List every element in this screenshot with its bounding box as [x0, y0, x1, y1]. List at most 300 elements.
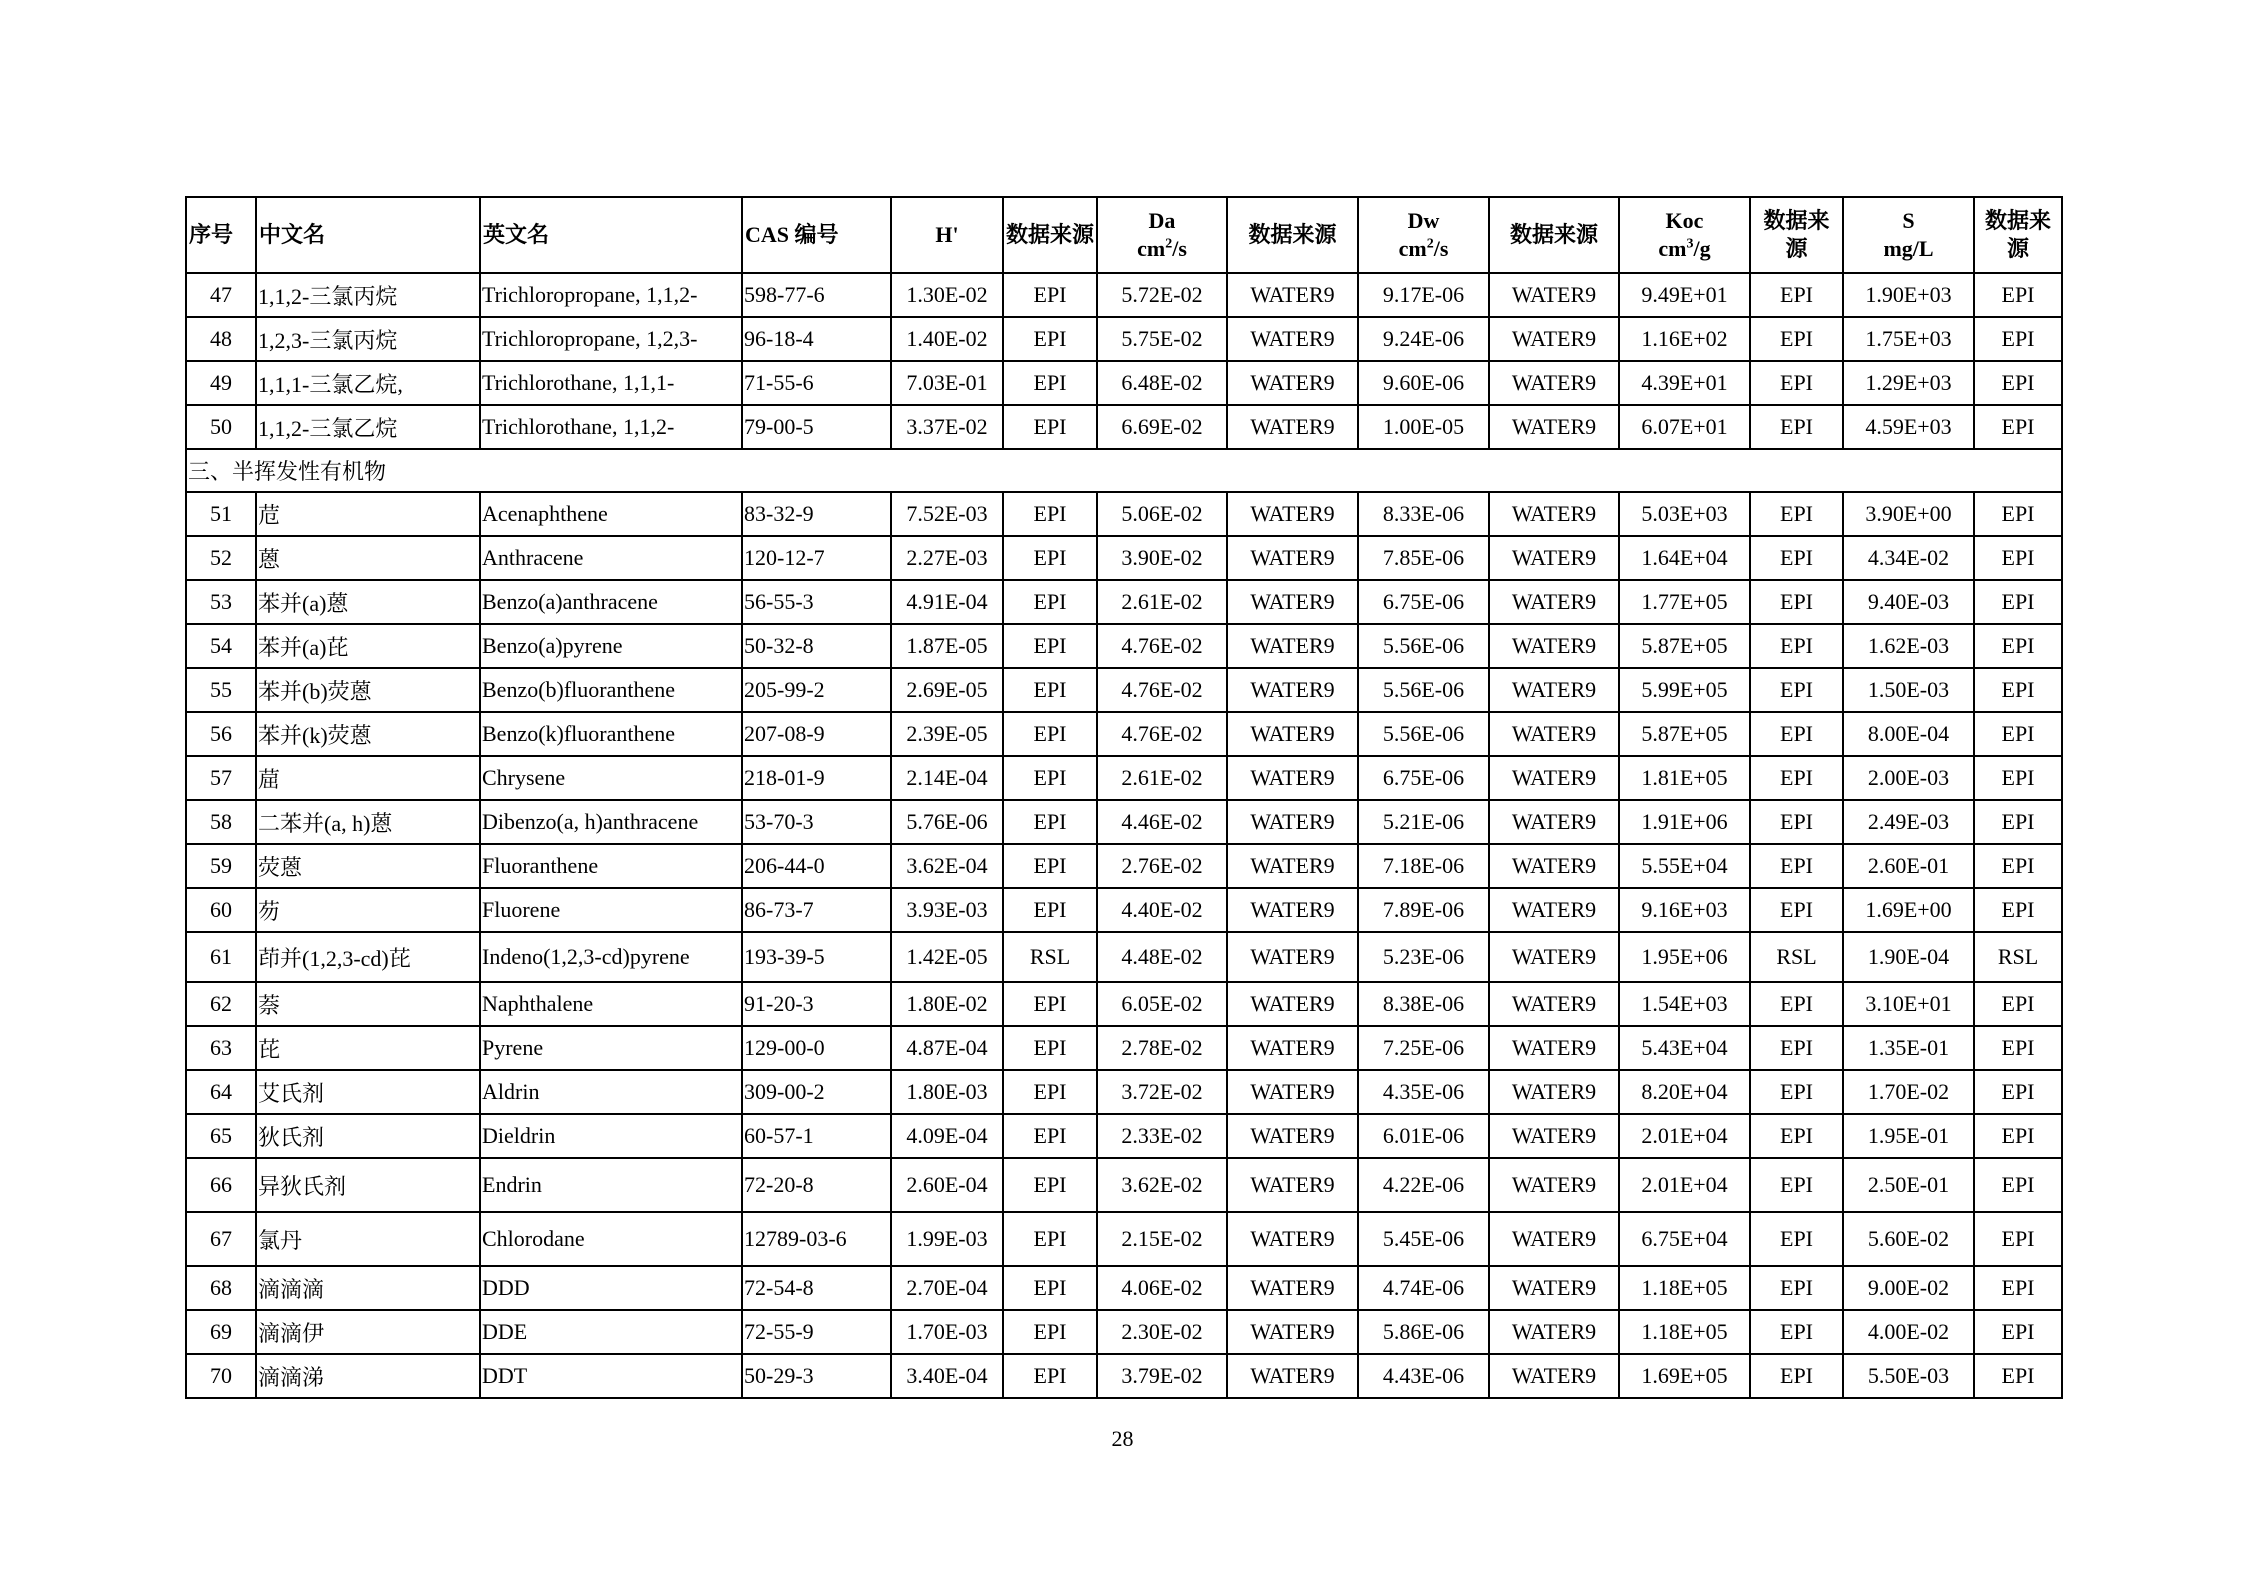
cell-source-1: EPI	[1003, 888, 1097, 932]
cell-dw: 7.89E-06	[1358, 888, 1489, 932]
cell-da: 2.61E-02	[1097, 756, 1227, 800]
cell-s: 2.00E-03	[1843, 756, 1974, 800]
table-row	[186, 800, 2062, 844]
cell-h: 2.14E-04	[891, 756, 1003, 800]
cell-source-4: EPI	[1750, 844, 1843, 888]
cell-cas: 79-00-5	[742, 405, 891, 449]
cell-no: 64	[186, 1070, 256, 1114]
table-row	[186, 1266, 2062, 1310]
cell-dw: 6.75E-06	[1358, 756, 1489, 800]
cell-koc: 1.95E+06	[1619, 932, 1750, 982]
cell-cas: 50-29-3	[742, 1354, 891, 1398]
cell-source-5: EPI	[1974, 844, 2062, 888]
cell-source-4: EPI	[1750, 1212, 1843, 1266]
cell-cn-name: 苯并(a)蒽	[256, 580, 480, 624]
cell-koc: 5.03E+03	[1619, 492, 1750, 536]
cell-da: 2.30E-02	[1097, 1310, 1227, 1354]
cell-koc: 9.16E+03	[1619, 888, 1750, 932]
table-row	[186, 317, 2062, 361]
cell-cn-name: 荧蒽	[256, 844, 480, 888]
cell-en-name: Trichlorothane, 1,1,2-	[480, 405, 742, 449]
header-dw-name: Dw	[1407, 208, 1440, 233]
cell-source-2: WATER9	[1227, 273, 1358, 317]
cell-s: 4.00E-02	[1843, 1310, 1974, 1354]
cell-koc: 1.69E+05	[1619, 1354, 1750, 1398]
cell-da: 4.06E-02	[1097, 1266, 1227, 1310]
cell-source-3: WATER9	[1489, 361, 1619, 405]
cell-source-4: EPI	[1750, 712, 1843, 756]
cell-source-2: WATER9	[1227, 317, 1358, 361]
cell-source-3: WATER9	[1489, 405, 1619, 449]
cell-dw: 4.35E-06	[1358, 1070, 1489, 1114]
cell-koc: 6.75E+04	[1619, 1212, 1750, 1266]
cell-source-1: EPI	[1003, 1114, 1097, 1158]
cell-dw: 5.86E-06	[1358, 1310, 1489, 1354]
cell-h: 2.60E-04	[891, 1158, 1003, 1212]
cell-s: 8.00E-04	[1843, 712, 1974, 756]
cell-source-1: EPI	[1003, 624, 1097, 668]
cell-cas: 72-55-9	[742, 1310, 891, 1354]
cell-source-1: EPI	[1003, 1266, 1097, 1310]
table-row	[186, 273, 2062, 317]
cell-en-name: Chlorodane	[480, 1212, 742, 1266]
cell-no: 48	[186, 317, 256, 361]
header-source-4: 数据来源	[1750, 197, 1843, 273]
cell-h: 1.70E-03	[891, 1310, 1003, 1354]
cell-cas: 206-44-0	[742, 844, 891, 888]
cell-h: 4.87E-04	[891, 1026, 1003, 1070]
cell-source-3: WATER9	[1489, 800, 1619, 844]
cell-source-5: EPI	[1974, 1026, 2062, 1070]
table-row	[186, 361, 2062, 405]
cell-koc: 5.87E+05	[1619, 712, 1750, 756]
cell-cn-name: 苊	[256, 492, 480, 536]
cell-cn-name: 1,1,2-三氯乙烷	[256, 405, 480, 449]
cell-cas: 205-99-2	[742, 668, 891, 712]
table-row	[186, 668, 2062, 712]
cell-source-4: EPI	[1750, 1354, 1843, 1398]
cell-cas: 96-18-4	[742, 317, 891, 361]
header-h: H'	[891, 197, 1003, 273]
cell-cn-name: 滴滴涕	[256, 1354, 480, 1398]
cell-h: 3.37E-02	[891, 405, 1003, 449]
header-dw-unit-base: cm	[1398, 236, 1427, 261]
cell-source-2: WATER9	[1227, 1114, 1358, 1158]
cell-s: 1.95E-01	[1843, 1114, 1974, 1158]
cell-da: 3.90E-02	[1097, 536, 1227, 580]
cell-koc: 5.55E+04	[1619, 844, 1750, 888]
cell-dw: 5.21E-06	[1358, 800, 1489, 844]
table-body	[186, 273, 2062, 1398]
header-cas: CAS 编号	[742, 197, 891, 273]
cell-source-2: WATER9	[1227, 888, 1358, 932]
cell-cas: 598-77-6	[742, 273, 891, 317]
cell-en-name: Anthracene	[480, 536, 742, 580]
cell-en-name: Fluorene	[480, 888, 742, 932]
cell-dw: 7.18E-06	[1358, 844, 1489, 888]
cell-s: 5.60E-02	[1843, 1212, 1974, 1266]
cell-no: 54	[186, 624, 256, 668]
cell-source-3: WATER9	[1489, 1114, 1619, 1158]
cell-en-name: Trichloropropane, 1,2,3-	[480, 317, 742, 361]
cell-en-name: Trichloropropane, 1,1,2-	[480, 273, 742, 317]
cell-source-3: WATER9	[1489, 273, 1619, 317]
cell-source-5: EPI	[1974, 1070, 2062, 1114]
cell-source-1: EPI	[1003, 1026, 1097, 1070]
cell-source-1: EPI	[1003, 800, 1097, 844]
cell-dw: 1.00E-05	[1358, 405, 1489, 449]
cell-da: 5.72E-02	[1097, 273, 1227, 317]
cell-cas: 309-00-2	[742, 1070, 891, 1114]
cell-cn-name: 茚并(1,2,3-cd)芘	[256, 932, 480, 982]
cell-dw: 4.43E-06	[1358, 1354, 1489, 1398]
cell-h: 2.70E-04	[891, 1266, 1003, 1310]
cell-no: 69	[186, 1310, 256, 1354]
cell-no: 52	[186, 536, 256, 580]
cell-source-1: EPI	[1003, 668, 1097, 712]
cell-h: 4.09E-04	[891, 1114, 1003, 1158]
cell-da: 6.69E-02	[1097, 405, 1227, 449]
cell-source-2: WATER9	[1227, 1070, 1358, 1114]
cell-source-3: WATER9	[1489, 492, 1619, 536]
cell-en-name: Benzo(b)fluoranthene	[480, 668, 742, 712]
table-row	[186, 1354, 2062, 1398]
cell-s: 2.60E-01	[1843, 844, 1974, 888]
cell-cn-name: 萘	[256, 982, 480, 1026]
cell-source-5: EPI	[1974, 1354, 2062, 1398]
cell-source-1: EPI	[1003, 492, 1097, 536]
cell-source-5: EPI	[1974, 580, 2062, 624]
cell-source-4: EPI	[1750, 580, 1843, 624]
cell-source-3: WATER9	[1489, 1354, 1619, 1398]
cell-source-4: EPI	[1750, 668, 1843, 712]
cell-source-1: EPI	[1003, 1070, 1097, 1114]
cell-koc: 4.39E+01	[1619, 361, 1750, 405]
cell-cas: 60-57-1	[742, 1114, 891, 1158]
cell-cn-name: 苯并(b)荧蒽	[256, 668, 480, 712]
cell-s: 3.10E+01	[1843, 982, 1974, 1026]
cell-dw: 7.25E-06	[1358, 1026, 1489, 1070]
cell-h: 7.03E-01	[891, 361, 1003, 405]
cell-h: 1.99E-03	[891, 1212, 1003, 1266]
cell-source-3: WATER9	[1489, 668, 1619, 712]
cell-cn-name: 滴滴滴	[256, 1266, 480, 1310]
cell-koc: 1.77E+05	[1619, 580, 1750, 624]
cell-da: 2.15E-02	[1097, 1212, 1227, 1266]
table-row	[186, 1026, 2062, 1070]
table-row	[186, 756, 2062, 800]
cell-h: 4.91E-04	[891, 580, 1003, 624]
table-row	[186, 888, 2062, 932]
cell-source-2: WATER9	[1227, 756, 1358, 800]
cell-source-1: EPI	[1003, 273, 1097, 317]
page-number: 28	[1111, 1426, 1134, 1451]
cell-da: 3.79E-02	[1097, 1354, 1227, 1398]
cell-cas: 218-01-9	[742, 756, 891, 800]
section-row	[186, 449, 2062, 492]
cell-cas: 86-73-7	[742, 888, 891, 932]
cell-dw: 8.33E-06	[1358, 492, 1489, 536]
table-row	[186, 712, 2062, 756]
header-koc-unit-exp: 3	[1686, 236, 1694, 252]
section-label: 三、半挥发性有机物	[186, 449, 2062, 492]
cell-source-2: WATER9	[1227, 712, 1358, 756]
table-row	[186, 580, 2062, 624]
cell-source-4: EPI	[1750, 1070, 1843, 1114]
table-row	[186, 624, 2062, 668]
cell-source-4: EPI	[1750, 361, 1843, 405]
cell-cn-name: 1,2,3-三氯丙烷	[256, 317, 480, 361]
cell-cn-name: 1,1,2-三氯丙烷	[256, 273, 480, 317]
cell-source-2: WATER9	[1227, 1026, 1358, 1070]
cell-koc: 5.99E+05	[1619, 668, 1750, 712]
cell-cn-name: 狄氏剂	[256, 1114, 480, 1158]
cell-en-name: Benzo(a)pyrene	[480, 624, 742, 668]
table-header-row	[186, 197, 2062, 273]
cell-source-3: WATER9	[1489, 932, 1619, 982]
cell-source-2: WATER9	[1227, 982, 1358, 1026]
cell-source-5: EPI	[1974, 712, 2062, 756]
cell-source-5: EPI	[1974, 536, 2062, 580]
cell-no: 70	[186, 1354, 256, 1398]
table-row	[186, 1310, 2062, 1354]
cell-da: 2.33E-02	[1097, 1114, 1227, 1158]
cell-koc: 9.49E+01	[1619, 273, 1750, 317]
cell-da: 4.46E-02	[1097, 800, 1227, 844]
cell-source-3: WATER9	[1489, 888, 1619, 932]
cell-no: 55	[186, 668, 256, 712]
cell-s: 1.29E+03	[1843, 361, 1974, 405]
cell-source-3: WATER9	[1489, 844, 1619, 888]
cell-no: 59	[186, 844, 256, 888]
cell-koc: 1.64E+04	[1619, 536, 1750, 580]
cell-en-name: Fluoranthene	[480, 844, 742, 888]
cell-source-3: WATER9	[1489, 624, 1619, 668]
cell-source-4: EPI	[1750, 1310, 1843, 1354]
cell-en-name: DDT	[480, 1354, 742, 1398]
cell-cas: 129-00-0	[742, 1026, 891, 1070]
cell-cn-name: 䓛	[256, 756, 480, 800]
cell-source-3: WATER9	[1489, 1310, 1619, 1354]
cell-en-name: Endrin	[480, 1158, 742, 1212]
cell-no: 51	[186, 492, 256, 536]
cell-source-4: EPI	[1750, 624, 1843, 668]
cell-da: 2.78E-02	[1097, 1026, 1227, 1070]
cell-cas: 72-20-8	[742, 1158, 891, 1212]
cell-source-4: EPI	[1750, 888, 1843, 932]
cell-h: 1.40E-02	[891, 317, 1003, 361]
cell-da: 4.40E-02	[1097, 888, 1227, 932]
header-source-1: 数据来源	[1003, 197, 1097, 273]
cell-no: 67	[186, 1212, 256, 1266]
cell-no: 56	[186, 712, 256, 756]
cell-no: 68	[186, 1266, 256, 1310]
cell-source-4: EPI	[1750, 982, 1843, 1026]
cell-s: 1.35E-01	[1843, 1026, 1974, 1070]
table-row	[186, 536, 2062, 580]
cell-en-name: Pyrene	[480, 1026, 742, 1070]
cell-no: 60	[186, 888, 256, 932]
cell-koc: 1.18E+05	[1619, 1310, 1750, 1354]
header-koc	[1619, 197, 1750, 273]
cell-source-2: WATER9	[1227, 800, 1358, 844]
cell-source-3: WATER9	[1489, 580, 1619, 624]
cell-da: 4.48E-02	[1097, 932, 1227, 982]
cell-cas: 71-55-6	[742, 361, 891, 405]
table-row	[186, 1114, 2062, 1158]
cell-cn-name: 1,1,1-三氯乙烷,	[256, 361, 480, 405]
cell-dw: 4.22E-06	[1358, 1158, 1489, 1212]
cell-source-5: EPI	[1974, 492, 2062, 536]
table-row	[186, 844, 2062, 888]
cell-source-1: EPI	[1003, 844, 1097, 888]
cell-source-5: EPI	[1974, 273, 2062, 317]
cell-source-2: WATER9	[1227, 536, 1358, 580]
cell-cas: 50-32-8	[742, 624, 891, 668]
cell-source-4: EPI	[1750, 273, 1843, 317]
cell-source-2: WATER9	[1227, 1354, 1358, 1398]
header-da-unit-exp: 2	[1165, 236, 1173, 252]
cell-source-4: EPI	[1750, 405, 1843, 449]
cell-source-2: WATER9	[1227, 361, 1358, 405]
cell-cn-name: 蒽	[256, 536, 480, 580]
cell-koc: 6.07E+01	[1619, 405, 1750, 449]
cell-s: 4.59E+03	[1843, 405, 1974, 449]
cell-source-5: EPI	[1974, 800, 2062, 844]
cell-source-3: WATER9	[1489, 982, 1619, 1026]
cell-source-5: EPI	[1974, 405, 2062, 449]
cell-koc: 2.01E+04	[1619, 1158, 1750, 1212]
header-koc-unit-tail: /g	[1693, 236, 1711, 261]
cell-en-name: Trichlorothane, 1,1,1-	[480, 361, 742, 405]
cell-source-1: EPI	[1003, 1354, 1097, 1398]
cell-source-4: EPI	[1750, 1114, 1843, 1158]
chemical-parameters-table	[185, 196, 2063, 1399]
cell-en-name: Chrysene	[480, 756, 742, 800]
cell-en-name: Indeno(1,2,3-cd)pyrene	[480, 932, 742, 982]
cell-dw: 4.74E-06	[1358, 1266, 1489, 1310]
cell-dw: 6.75E-06	[1358, 580, 1489, 624]
cell-en-name: Benzo(a)anthracene	[480, 580, 742, 624]
cell-source-5: EPI	[1974, 1266, 2062, 1310]
cell-dw: 9.24E-06	[1358, 317, 1489, 361]
cell-cn-name: 二苯并(a, h)蒽	[256, 800, 480, 844]
cell-cas: 207-08-9	[742, 712, 891, 756]
data-table-container	[185, 196, 2061, 1399]
cell-koc: 1.54E+03	[1619, 982, 1750, 1026]
cell-h: 1.80E-03	[891, 1070, 1003, 1114]
cell-da: 3.62E-02	[1097, 1158, 1227, 1212]
cell-source-1: EPI	[1003, 1158, 1097, 1212]
header-source-5: 数据来源	[1974, 197, 2062, 273]
cell-source-3: WATER9	[1489, 756, 1619, 800]
cell-cn-name: 艾氏剂	[256, 1070, 480, 1114]
cell-source-4: EPI	[1750, 1158, 1843, 1212]
cell-da: 5.06E-02	[1097, 492, 1227, 536]
cell-cas: 83-32-9	[742, 492, 891, 536]
cell-s: 4.34E-02	[1843, 536, 1974, 580]
cell-koc: 1.18E+05	[1619, 1266, 1750, 1310]
cell-h: 2.69E-05	[891, 668, 1003, 712]
cell-da: 6.48E-02	[1097, 361, 1227, 405]
cell-en-name: Dibenzo(a, h)anthracene	[480, 800, 742, 844]
cell-source-2: WATER9	[1227, 1158, 1358, 1212]
header-da	[1097, 197, 1227, 273]
cell-source-4: EPI	[1750, 317, 1843, 361]
cell-koc: 8.20E+04	[1619, 1070, 1750, 1114]
cell-h: 3.93E-03	[891, 888, 1003, 932]
cell-source-1: EPI	[1003, 405, 1097, 449]
cell-source-5: EPI	[1974, 982, 2062, 1026]
cell-source-2: WATER9	[1227, 844, 1358, 888]
cell-h: 1.30E-02	[891, 273, 1003, 317]
cell-source-1: EPI	[1003, 982, 1097, 1026]
cell-koc: 1.91E+06	[1619, 800, 1750, 844]
header-en-name: 英文名	[480, 197, 742, 273]
header-source-3: 数据来源	[1489, 197, 1619, 273]
cell-en-name: Naphthalene	[480, 982, 742, 1026]
cell-source-1: EPI	[1003, 1310, 1097, 1354]
cell-en-name: Acenaphthene	[480, 492, 742, 536]
cell-h: 2.39E-05	[891, 712, 1003, 756]
header-s	[1843, 197, 1974, 273]
cell-source-5: EPI	[1974, 361, 2062, 405]
cell-source-1: EPI	[1003, 712, 1097, 756]
cell-dw: 5.56E-06	[1358, 668, 1489, 712]
cell-source-4: EPI	[1750, 1266, 1843, 1310]
cell-source-5: EPI	[1974, 1212, 2062, 1266]
cell-source-5: EPI	[1974, 624, 2062, 668]
cell-source-3: WATER9	[1489, 536, 1619, 580]
cell-cas: 53-70-3	[742, 800, 891, 844]
cell-cas: 56-55-3	[742, 580, 891, 624]
cell-source-5: EPI	[1974, 317, 2062, 361]
cell-source-2: WATER9	[1227, 492, 1358, 536]
cell-cn-name: 苯并(a)芘	[256, 624, 480, 668]
cell-cn-name: 异狄氏剂	[256, 1158, 480, 1212]
cell-cn-name: 苯并(k)荧蒽	[256, 712, 480, 756]
cell-source-5: EPI	[1974, 668, 2062, 712]
cell-h: 3.62E-04	[891, 844, 1003, 888]
cell-source-1: EPI	[1003, 536, 1097, 580]
cell-s: 1.50E-03	[1843, 668, 1974, 712]
cell-source-5: EPI	[1974, 1158, 2062, 1212]
cell-koc: 5.43E+04	[1619, 1026, 1750, 1070]
cell-source-5: EPI	[1974, 1310, 2062, 1354]
cell-s: 2.49E-03	[1843, 800, 1974, 844]
cell-dw: 5.56E-06	[1358, 624, 1489, 668]
cell-no: 53	[186, 580, 256, 624]
cell-en-name: Dieldrin	[480, 1114, 742, 1158]
cell-source-1: RSL	[1003, 932, 1097, 982]
cell-s: 5.50E-03	[1843, 1354, 1974, 1398]
cell-dw: 6.01E-06	[1358, 1114, 1489, 1158]
cell-da: 2.76E-02	[1097, 844, 1227, 888]
cell-cn-name: 氯丹	[256, 1212, 480, 1266]
cell-s: 1.70E-02	[1843, 1070, 1974, 1114]
cell-dw: 8.38E-06	[1358, 982, 1489, 1026]
cell-s: 2.50E-01	[1843, 1158, 1974, 1212]
cell-h: 7.52E-03	[891, 492, 1003, 536]
cell-source-5: EPI	[1974, 756, 2062, 800]
cell-dw: 5.23E-06	[1358, 932, 1489, 982]
cell-da: 4.76E-02	[1097, 624, 1227, 668]
cell-s: 9.40E-03	[1843, 580, 1974, 624]
cell-h: 3.40E-04	[891, 1354, 1003, 1398]
cell-source-4: EPI	[1750, 1026, 1843, 1070]
header-koc-name: Koc	[1665, 208, 1704, 233]
cell-source-2: WATER9	[1227, 624, 1358, 668]
